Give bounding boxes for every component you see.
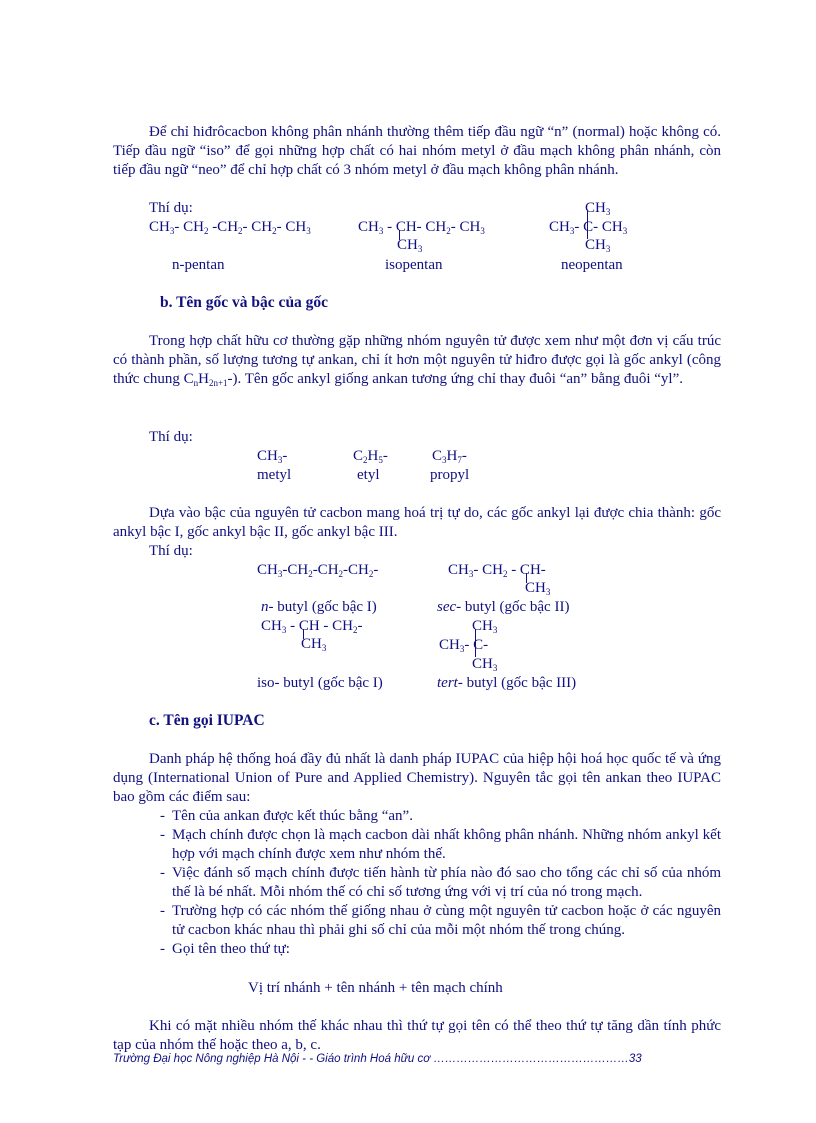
intro-paragraph: Để chỉ hiđrôcacbon không phân nhánh thường thêm tiếp đầu ngữ “n” (normal) hoặc không có. Tiếp đầu ngữ “iso” để gọi những hợp chất có hai nhóm metyl ở đầu mạch không phân nhánh, còn tiếp đầu ngữ “neo” để chỉ hợp chất có 3 nhóm metyl ở đầu mạch không phân nhánh. <box>113 124 721 178</box>
closing-paragraph: Khi có mặt nhiều nhóm thế khác nhau thì thứ tự gọi tên có thể theo thứ tự tăng dần tính phức tạp của nhóm thế hoặc theo a, b, c. <box>113 1018 721 1053</box>
example-label: Thí dụ: <box>149 200 193 216</box>
isopentan-branch: $CH_3$ <box>397 237 423 254</box>
list-item: - Việc đánh số mạch chính được tiến hành từ phía nào đó sao cho tổng các chỉ số của nhóm thế là bé nhất. Mỗi nhóm thế có chỉ số tương ứng với vị trí của nó trong mạch. <box>160 865 721 900</box>
degree-paragraph: Dựa vào bậc của nguyên tử cacbon mang hoá trị tự do, các gốc ankyl lại được chia thành: gốc ankyl bậc I, gốc ankyl bậc II, gốc ankyl bậc III. <box>113 505 721 540</box>
propyl-name: propyl <box>430 467 470 483</box>
heading-b: b. Tên gốc và bậc của gốc <box>160 294 329 311</box>
neopentan-top: $CH_3$ <box>585 200 611 217</box>
page-footer: Trường Đại học Nông nghiệp Hà Nội - - Giáo trình Hoá hữu cơ ……………………………………………33 <box>113 1053 642 1065</box>
npentan-formula: $CH_3-$ $CH_2$ $-CH_2-$ $CH_2-$ $CH_3$ <box>149 219 311 236</box>
iso-butyl-name: iso- butyl (gốc bậc I) <box>257 675 383 691</box>
example-label: Thí dụ: <box>149 543 193 559</box>
neopentan-formula: $CH_3-$ C- $CH_3$ <box>549 219 628 236</box>
naming-formula: Vị trí nhánh + tên nhánh + tên mạch chính <box>248 980 503 996</box>
sec-butyl-branch: $CH_3$ <box>525 580 551 597</box>
iso-butyl-branch: $CH_3$ <box>301 636 327 653</box>
tert-butyl-formula: $CH_3-$ C- <box>439 637 489 654</box>
example-label: Thí dụ: <box>149 429 193 445</box>
sec-butyl-formula: $CH_3-$ $CH_2 - CH-$ <box>448 562 546 579</box>
metyl-name: metyl <box>257 467 292 483</box>
page-number: 33 <box>628 1053 642 1065</box>
etyl-formula: $C_2H_5-$ <box>353 448 388 465</box>
neopentan-bottom: $CH_3$ <box>585 237 611 254</box>
neopentan-name: neopentan <box>561 257 623 273</box>
list-item: - Trường hợp có các nhóm thế giống nhau ở cùng một nguyên tử cacbon hoặc ở các nguyên tử cacbon khác nhau thì phải ghi số chỉ của mỗi một nhóm thế trong chúng. <box>160 903 721 938</box>
isopentan-name: isopentan <box>385 257 443 273</box>
n-butyl-name: n- butyl (gốc bậc I) <box>261 599 377 615</box>
list-item: - Tên của ankan được kết thúc bằng “an”. <box>160 808 413 824</box>
npentan-name: n-pentan <box>172 257 225 273</box>
propyl-formula: $C_3H_7-$ <box>432 448 467 465</box>
tert-butyl-name: tert- butyl (gốc bậc III) <box>437 675 577 691</box>
metyl-formula: $CH_3-$ <box>257 448 288 465</box>
etyl-name: etyl <box>357 467 380 483</box>
radical-paragraph: Trong hợp chất hữu cơ thường gặp những nhóm nguyên tử được xem như một đơn vị cấu trúc có thành phần, số lượng tương tự ankan, chỉ ít hơn một nguyên tử hiđro được gọi là gốc ankyl (công thức chung $C_nH_{2n+1}-$). Tên gốc ankyl giống ankan tương ứng chỉ thay đuôi “an” bằng đuôi “yl”. <box>113 333 721 388</box>
iupac-paragraph: Danh pháp hệ thống hoá đầy đủ nhất là danh pháp IUPAC của hiệp hội hoá học quốc tế và ứng dụng (International Union of Pure and Applied Chemistry). Nguyên tắc gọi tên ankan theo IUPAC bao gồm các điểm sau: <box>113 751 721 805</box>
isopentan-formula: $CH_3 - CH-$ $CH_2-$ $CH_3$ <box>358 219 485 236</box>
sec-butyl-name: sec- butyl (gốc bậc II) <box>437 599 570 615</box>
heading-c: c. Tên gọi IUPAC <box>149 712 265 729</box>
n-butyl-formula: $CH_3-CH_2-CH_2-CH_2-$ <box>257 562 379 579</box>
tert-butyl-top: $CH_3$ <box>472 618 498 635</box>
list-item: - Gọi tên theo thứ tự: <box>160 941 290 957</box>
tert-butyl-bottom: $CH_3$ <box>472 656 498 673</box>
list-item: - Mạch chính được chọn là mạch cacbon dài nhất không phân nhánh. Những nhóm ankyl kết hợp với mạch chính được xem như nhóm thế. <box>160 827 721 862</box>
iso-butyl-formula: $CH_3$ - CH - $CH_2-$ <box>261 618 363 635</box>
